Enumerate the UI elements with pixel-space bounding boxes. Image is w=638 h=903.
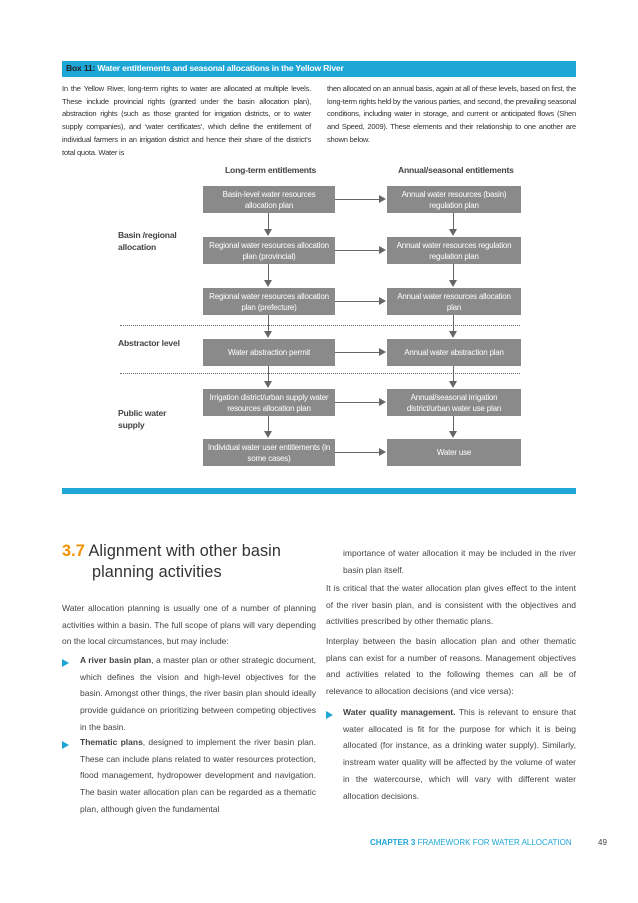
section-title-line1: Alignment with other basin: [88, 542, 281, 560]
arrow-right: [335, 352, 380, 353]
flow-box-annual-regulation: Annual water resources regulation regulation plan: [387, 237, 521, 264]
bullet-triangle-icon: [326, 711, 333, 719]
section-number: 3.7: [62, 542, 85, 560]
bullet-bold: Water quality management.: [343, 707, 456, 717]
bullet-triangle-icon: [62, 659, 69, 667]
diagram-head-long-term: Long-term entitlements: [225, 165, 317, 175]
bullet-bold: A river basin plan: [80, 655, 152, 665]
arrow-down: [453, 366, 454, 382]
arrow-down: [268, 416, 269, 432]
bullet-river-basin-plan: [80, 652, 316, 736]
box-label: Box 11:: [66, 63, 96, 73]
arrow-down: [268, 366, 269, 382]
flow-box-annual-allocation: Annual water resources allocation plan: [387, 288, 521, 315]
box-text-left: In the Yellow River, long-term rights to water are allocated at multiple levels. These include provincial rights (granted under the basin allocation plan), abstraction rights (such as those granted for irrigation districts, or to water supply companies), and ‘water certificates’, which define the entitlement of individual farmers in an irrigation district and hence their share of the district’s total quota. Water is: [62, 84, 311, 157]
bullet-text: , a master plan or other strategic document, which defines the vision and high-level objectives for the basin. Amongst other things, the river basin plan should ideally provide guidance on prioritizing between competing objectives in the basin.: [80, 655, 316, 732]
right-paragraph-1: It is critical that the water allocation plan gives effect to the intent of the river basin plan, and is consistent with the objectives and activities prescribed by other thematic plans.: [326, 583, 576, 627]
box-title: [66, 63, 344, 73]
divider-dotted: [120, 373, 520, 374]
flow-box-basin-plan: Basin-level water resources allocation plan: [203, 186, 335, 213]
arrow-down: [268, 315, 269, 332]
flow-box-annual-basin: Annual water resources (basin) regulation plan: [387, 186, 521, 213]
footer-chapter-label: CHAPTER 3: [370, 838, 416, 847]
box-bottom-bar: [62, 488, 576, 494]
section-intro: Water allocation planning is usually one of a number of planning activities within a basin. The full scope of plans will vary depending on the local circumstances, but may include:: [62, 603, 316, 647]
box-text-right: then allocated on an annual basis, again at all of these levels, based on first, the long-term rights held by the various parties, and second, the prevailing seasonal conditions, including water in storage, and current or anticipated flows (Shen and Speed, 2009). These elements and their relationship to one another are shown below.: [327, 84, 576, 144]
bullet-water-quality: [343, 704, 576, 804]
flow-box-irrigation-plan: Irrigation district/urban supply water resources allocation plan: [203, 389, 335, 416]
arrow-down: [453, 264, 454, 281]
row-label-abstractor: Abstractor level: [118, 338, 180, 348]
flow-box-abstraction-permit: Water abstraction permit: [203, 339, 335, 366]
bullet-triangle-icon: [62, 741, 69, 749]
bullet-text: This is relevant to ensure that water allocated is fit for the purpose for which it is being allocated (for instance, as a drinking water supply). Similarly, instream water quality will be affected by the volume of water in the watercourse, which will vary with different water allocation decisions.: [343, 707, 576, 801]
arrow-down: [453, 416, 454, 432]
flow-box-provincial-plan: Regional water resources allocation plan (provincial): [203, 237, 335, 264]
section-title: [62, 541, 322, 583]
section-title-line2: planning activities: [92, 563, 222, 581]
arrow-right: [335, 250, 380, 251]
arrow-down: [453, 315, 454, 332]
box-title-bar: [62, 61, 576, 77]
page-number: 49: [598, 838, 607, 847]
arrow-right: [335, 301, 380, 302]
arrow-down: [268, 264, 269, 281]
row-label-basin: Basin /regional allocation: [118, 230, 177, 252]
arrow-down: [268, 213, 269, 230]
bullet-text: , designed to implement the river basin plan. These can include plans related to water resources protection, flood management, hydropower development and navigation. The basin water allocation plan can be regarded as a thematic plan, although given the fundamental: [80, 737, 316, 814]
row-label-public-supply: Public water supply: [118, 408, 167, 430]
diagram-head-annual: Annual/seasonal entitlements: [398, 165, 514, 175]
flow-box-seasonal-irrigation: Annual/seasonal irrigation district/urban water use plan: [387, 389, 521, 416]
flow-box-prefecture-plan: Regional water resources allocation plan (prefecture): [203, 288, 335, 315]
box-heading: Water entitlements and seasonal allocations in the Yellow River: [97, 63, 344, 73]
divider-dotted: [120, 325, 520, 326]
arrow-right: [335, 199, 380, 200]
right-paragraph-2: Interplay between the basin allocation plan and other thematic plans can exist for a number of reasons. Management objectives and activities related to the following themes can all be of relevance to allocation decisions (and vice versa):: [326, 636, 576, 697]
bullet-thematic-plans: [80, 734, 316, 818]
flow-box-individual-entitlements: Individual water user entitlements (in some cases): [203, 439, 335, 466]
bullet-bold: Thematic plans: [80, 737, 143, 747]
footer-chapter: [370, 838, 572, 847]
arrow-down: [453, 213, 454, 230]
flow-box-water-use: Water use: [387, 439, 521, 466]
arrow-right: [335, 452, 380, 453]
footer-chapter-title: FRAMEWORK FOR WATER ALLOCATION: [417, 838, 572, 847]
right-continuation: importance of water allocation it may be included in the river basin plan itself.: [343, 548, 576, 575]
arrow-right: [335, 402, 380, 403]
flow-box-annual-abstraction: Annual water abstraction plan: [387, 339, 521, 366]
